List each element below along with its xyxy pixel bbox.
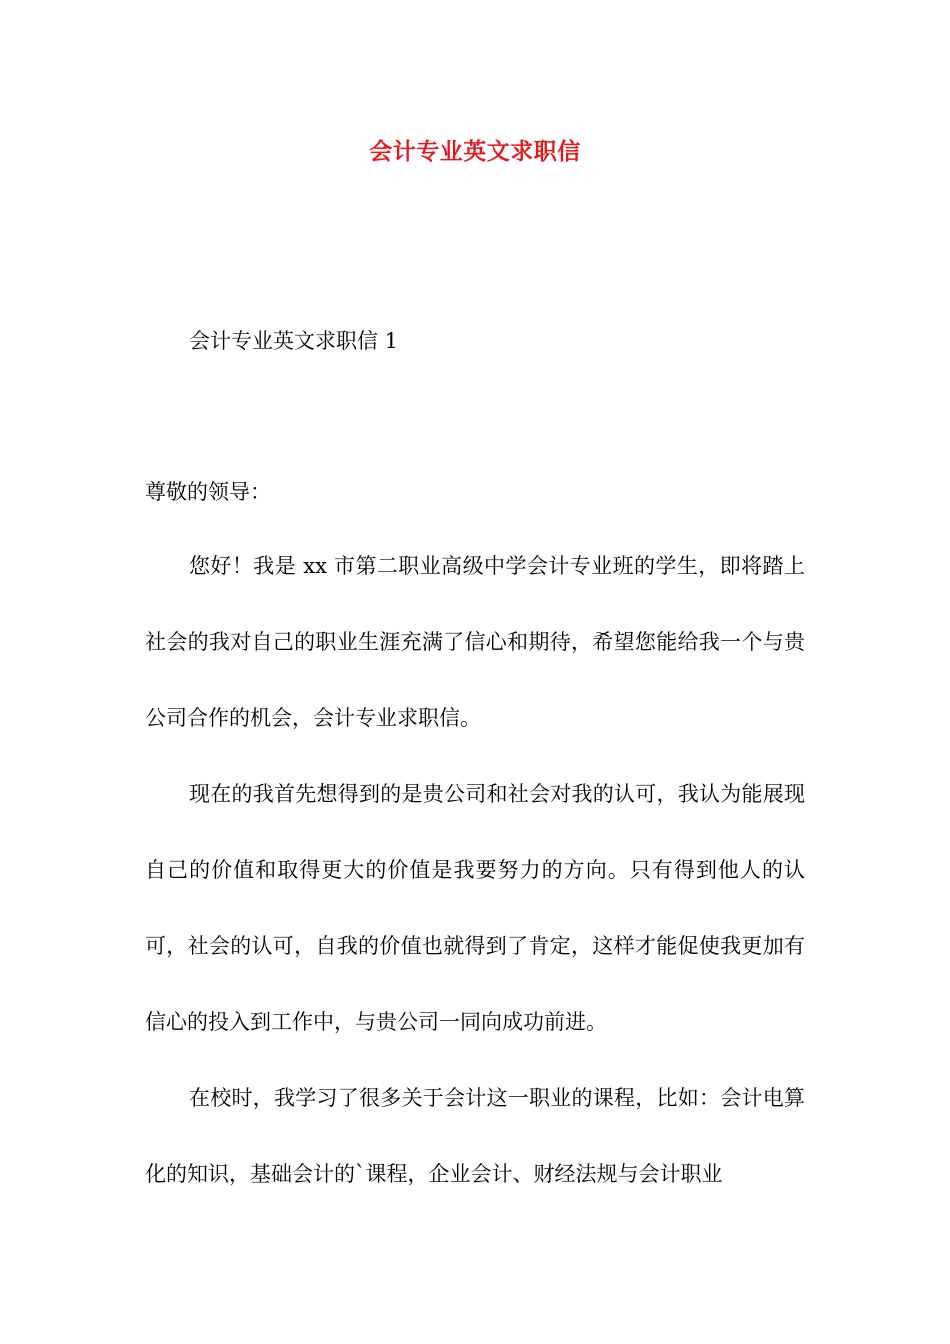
section-heading: 会计专业英文求职信 1 bbox=[189, 329, 399, 353]
salutation: 尊敬的领导： bbox=[145, 480, 271, 504]
paragraph-3: 在校时，我学习了很多关于会计这一职业的课程，比如：会计电算化的知识，基础会计的`课程，企业会计、财经法规与会计职业 bbox=[145, 1086, 805, 1186]
paragraph-2: 现在的我首先想得到的是贵公司和社会对我的认可，我认为能展现自己的价值和取得更大的价值是我要努力的方向。只有得到他人的认可，社会的认可，自我的价值也就得到了肯定，这样才能促使我更加有信心的投入到工作中，与贵公司一同向成功前进。 bbox=[145, 782, 805, 1034]
document-title: 会计专业英文求职信 bbox=[369, 139, 581, 165]
paragraph-1: 您好！我是 xx 市第二职业高级中学会计专业班的学生，即将踏上社会的我对自己的职业生涯充满了信心和期待，希望您能给我一个与贵公司合作的机会，会计专业求职信。 bbox=[145, 554, 805, 730]
